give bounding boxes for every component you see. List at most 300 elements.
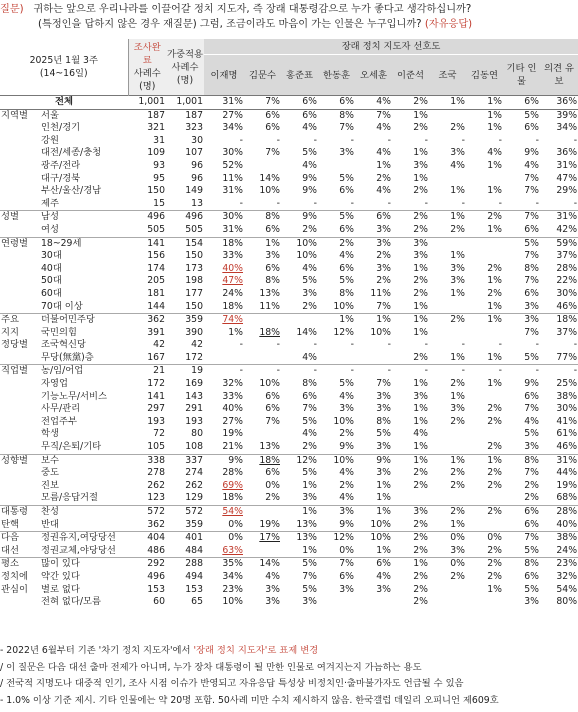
value-cell: 40% xyxy=(222,262,243,274)
sample-weight-cell: 496 xyxy=(166,211,204,224)
row-category xyxy=(0,441,40,454)
value-cell: 1% xyxy=(487,122,502,134)
row-category xyxy=(0,492,40,505)
row-label: 대구/경북 xyxy=(41,172,81,184)
value-cell: - xyxy=(318,365,355,378)
value-cell: - xyxy=(276,134,280,146)
value-cell: 1% xyxy=(392,109,429,122)
value-cell: 2% xyxy=(339,479,354,491)
free-response-tag: (자유응답) xyxy=(424,19,473,30)
candidate-header: 이준석 xyxy=(392,55,429,96)
value-cell: 1% xyxy=(302,544,317,556)
value-cell: 5% xyxy=(302,275,317,287)
value-cell: - xyxy=(498,197,502,209)
question-text: 귀하는 앞으로 우리나라를 이끌어갈 정치 지도자, 즉 장래 대통령감으로 누가 좋다고 생각하십니까? xyxy=(33,4,472,15)
value-cell: 3% xyxy=(392,506,429,519)
value-cell: 18% xyxy=(222,492,243,504)
value-cell: 1% xyxy=(355,506,392,519)
value-cell: 3% xyxy=(503,314,540,327)
table-row xyxy=(0,532,578,545)
sample-done-cell: 496 xyxy=(147,570,165,582)
value-cell: 9% xyxy=(339,441,354,453)
value-cell: 14% xyxy=(259,172,280,184)
value-cell: 9% xyxy=(339,518,354,530)
note-1: - 2022년 6월부터 기존 '차기 정치 지도자'에서 '장래 정치 지도자'로 표제 변경 xyxy=(0,645,319,656)
table-row xyxy=(0,122,578,135)
value-cell: 59% xyxy=(540,237,578,250)
sample-done-cell: 181 xyxy=(147,287,165,299)
value-cell: 30% xyxy=(204,211,244,224)
value-cell: 6% xyxy=(265,262,280,274)
table-row xyxy=(0,185,578,198)
value-cell: 5% xyxy=(524,351,539,363)
value-cell: 1% xyxy=(487,583,502,595)
value-cell: - xyxy=(429,365,466,378)
table-row xyxy=(0,428,578,441)
table-row xyxy=(0,301,578,314)
value-cell: 6% xyxy=(339,570,354,582)
value-cell: 7% xyxy=(524,467,539,479)
value-cell: 5% xyxy=(302,583,317,595)
sample-weight-cell: 262 xyxy=(185,479,203,491)
value-cell: 8% xyxy=(524,262,539,274)
row-category xyxy=(0,352,40,365)
value-cell: 13% xyxy=(259,287,280,299)
table-row xyxy=(0,558,578,571)
value-cell: 8% xyxy=(503,454,540,467)
value-cell: 32% xyxy=(556,570,578,582)
value-cell: - xyxy=(244,365,281,378)
value-cell: 4% xyxy=(302,262,317,274)
value-cell: 35% xyxy=(204,558,244,571)
row-label: 중도 xyxy=(41,467,59,479)
value-cell: 2% xyxy=(392,96,429,110)
value-cell: 1% xyxy=(450,250,465,262)
sample-weight-cell: 173 xyxy=(185,262,203,274)
row-label: 40대 xyxy=(41,262,62,274)
row-category: 직업별 xyxy=(0,365,40,378)
value-cell: 2% xyxy=(413,479,428,491)
row-label: 사무/관리 xyxy=(41,403,81,415)
value-cell: 34% xyxy=(222,570,243,582)
sample-done-cell: 93 xyxy=(153,159,165,171)
value-cell: 3% xyxy=(376,390,391,402)
row-category xyxy=(0,391,40,404)
row-label: 부산/울산/경남 xyxy=(41,185,102,197)
sample-done-cell: 404 xyxy=(128,532,166,545)
row-category xyxy=(0,480,40,493)
sample-done-cell: 496 xyxy=(128,211,166,224)
table-row xyxy=(0,416,578,429)
value-cell: 80% xyxy=(556,596,578,608)
value-cell: 2% xyxy=(487,415,502,427)
value-cell: - xyxy=(392,365,429,378)
sample-weight-cell: 42 xyxy=(191,339,203,351)
sample-weight-cell: 172 xyxy=(185,351,203,363)
table-row xyxy=(0,391,578,404)
value-cell: 4% xyxy=(524,159,539,171)
value-cell: 6% xyxy=(318,96,355,110)
value-cell: - xyxy=(313,339,317,351)
table-row xyxy=(0,211,578,224)
value-cell: - xyxy=(239,197,243,209)
note-2: / 이 질문은 다음 대선 출마 전제가 아니며, 누가 장차 대통령이 될 만한 인물로 여겨지는지 가늠하는 용도 xyxy=(0,661,422,673)
value-cell xyxy=(318,596,355,609)
table-row xyxy=(0,365,578,378)
sample-done-cell: 105 xyxy=(147,441,165,453)
value-cell: 3% xyxy=(355,237,392,250)
value-cell: 1% xyxy=(413,378,428,390)
value-cell: 8% xyxy=(376,415,391,427)
value-cell: 10% xyxy=(370,326,391,338)
value-cell: 23% xyxy=(222,583,243,595)
table-row xyxy=(0,250,578,263)
table-row xyxy=(0,237,578,250)
candidate-header: 김동연 xyxy=(466,55,503,96)
value-cell: 31% xyxy=(222,223,243,235)
value-cell: 19% xyxy=(556,479,578,491)
table-row xyxy=(0,224,578,237)
table-row xyxy=(0,506,578,519)
row-category xyxy=(0,288,40,301)
value-cell: 2% xyxy=(450,378,465,390)
value-cell: 8% xyxy=(318,109,355,122)
value-cell: 1% xyxy=(487,223,502,235)
value-cell: 5% xyxy=(503,237,540,250)
value-cell: 1% xyxy=(413,326,428,338)
sample-weight-cell: 154 xyxy=(166,237,204,250)
value-cell: 4% xyxy=(302,159,317,171)
value-cell: 5% xyxy=(302,467,317,479)
value-cell: 27% xyxy=(204,109,244,122)
value-cell: 2% xyxy=(302,300,317,312)
value-cell: - xyxy=(573,197,578,209)
value-cell: 1% xyxy=(413,300,428,312)
row-category: 다음 xyxy=(0,532,40,545)
value-cell: 7% xyxy=(524,275,539,287)
value-cell: - xyxy=(424,197,428,209)
table-row xyxy=(0,352,578,365)
value-cell: 1% xyxy=(450,390,465,402)
value-cell: 13% xyxy=(259,441,280,453)
sample-done-cell: 123 xyxy=(147,492,165,504)
value-cell: 1% xyxy=(281,506,318,519)
value-cell: 19% xyxy=(259,518,280,530)
value-cell: - xyxy=(350,197,354,209)
value-cell: 12% xyxy=(333,326,354,338)
row-category xyxy=(0,122,40,135)
value-cell: 17% xyxy=(244,532,281,545)
value-cell: 10% xyxy=(318,454,355,467)
value-cell: 6% xyxy=(524,390,539,402)
value-cell: 39% xyxy=(540,109,578,122)
value-cell xyxy=(429,327,466,340)
value-cell: 1% xyxy=(466,109,503,122)
value-cell: 1% xyxy=(487,351,502,363)
value-cell: 3% xyxy=(339,147,354,159)
value-cell: 1% xyxy=(392,558,429,571)
value-cell: 2% xyxy=(429,314,466,327)
question-line-2 xyxy=(38,17,472,33)
table-row xyxy=(0,519,578,532)
value-cell: 18% xyxy=(204,237,244,250)
row-label: 많이 있다 xyxy=(40,558,128,571)
table-row xyxy=(0,135,578,148)
sample-done-cell: 141 xyxy=(147,390,165,402)
value-cell: 6% xyxy=(302,390,317,402)
value-cell: 6% xyxy=(355,558,392,571)
value-cell: 2% xyxy=(413,570,428,582)
row-category xyxy=(0,428,40,441)
value-cell: 12% xyxy=(281,454,318,467)
value-cell: 11% xyxy=(370,287,391,299)
table-row xyxy=(0,441,578,454)
value-cell: 3% xyxy=(376,441,391,453)
value-cell: 7% xyxy=(524,326,539,338)
row-category: 탄핵 xyxy=(1,518,19,530)
value-cell: 54% xyxy=(204,506,244,519)
value-cell: 2% xyxy=(413,596,428,608)
value-cell: 1% xyxy=(413,262,428,274)
sample-done-cell: 278 xyxy=(147,467,165,479)
table-row xyxy=(0,584,578,597)
row-label: 50대 xyxy=(41,275,62,287)
sample-weight-cell: 323 xyxy=(185,122,203,134)
value-cell: 3% xyxy=(265,250,280,262)
value-cell: 3% xyxy=(524,596,539,608)
value-cell: 7% xyxy=(265,415,280,427)
table-row xyxy=(0,173,578,186)
value-cell: - xyxy=(350,134,354,146)
row-category: 지지 xyxy=(1,326,19,338)
value-cell: 0% xyxy=(339,544,354,556)
value-cell: 10% xyxy=(281,237,318,250)
value-cell: 5% xyxy=(281,558,318,571)
sample-weight-cell: 80 xyxy=(191,428,203,440)
value-cell: 6% xyxy=(339,262,354,274)
value-cell: 9% xyxy=(204,454,244,467)
value-cell xyxy=(466,492,503,505)
value-cell: 37% xyxy=(556,326,578,338)
value-cell: 68% xyxy=(556,492,578,504)
row-label: 인천/경기 xyxy=(41,122,81,134)
value-cell: 6% xyxy=(265,390,280,402)
value-cell: 2% xyxy=(487,479,502,491)
value-cell: 3% xyxy=(450,147,465,159)
value-cell xyxy=(244,314,281,327)
value-cell: 18% xyxy=(222,300,243,312)
value-cell: 31% xyxy=(204,96,244,110)
value-cell: 2% xyxy=(318,237,355,250)
value-cell: 8% xyxy=(244,211,281,224)
value-cell: 44% xyxy=(556,467,578,479)
row-label: 전혀 없다/모름 xyxy=(41,596,101,608)
value-cell: 3% xyxy=(413,390,428,402)
value-cell: 5% xyxy=(503,109,540,122)
value-cell: 2% xyxy=(339,428,354,440)
value-cell: 7% xyxy=(302,570,317,582)
value-cell: 3% xyxy=(450,262,465,274)
sample-weight-cell: 96 xyxy=(191,172,203,184)
sample-done-cell: 153 xyxy=(147,583,165,595)
value-cell: 32% xyxy=(222,378,243,390)
value-cell: 30% xyxy=(556,403,578,415)
value-cell: 6% xyxy=(524,287,539,299)
value-cell: 1% xyxy=(413,441,428,453)
sample-weight-cell: 494 xyxy=(185,570,203,582)
value-cell: 5% xyxy=(339,275,354,287)
sample-done-cell: 21 xyxy=(128,365,166,378)
value-cell: - xyxy=(535,197,539,209)
note-3: / 전국적 지명도나 대중적 인기, 조사 시점 이슈가 반영되고 자유응답 특성상 비정치인·출마불가자도 언급될 수 있음 xyxy=(0,678,464,689)
row-label: 학생 xyxy=(41,428,59,440)
value-cell: 5% xyxy=(524,583,539,595)
row-category xyxy=(0,198,40,211)
value-cell xyxy=(429,173,466,186)
value-cell: 0% xyxy=(429,558,466,571)
footnotes xyxy=(0,643,578,709)
row-label: 18~29세 xyxy=(40,237,128,250)
value-cell: - xyxy=(573,339,578,351)
value-cell: 3% xyxy=(339,403,354,415)
value-cell: 25% xyxy=(556,378,578,390)
value-cell: 7% xyxy=(339,122,354,134)
value-cell: 4% xyxy=(339,492,354,504)
value-cell: 1% xyxy=(413,415,428,427)
value-cell: 2% xyxy=(413,223,428,235)
value-cell xyxy=(466,237,503,250)
value-cell: 31% xyxy=(540,454,578,467)
sample-weight-cell: 337 xyxy=(166,454,204,467)
row-label: 별로 없다 xyxy=(41,583,80,595)
sample-weight-cell: 150 xyxy=(185,300,203,312)
row-category xyxy=(0,263,40,276)
row-label: 정권유지,여당당선 xyxy=(40,532,128,545)
value-cell: 33% xyxy=(222,250,243,262)
value-cell: 0% xyxy=(228,518,243,530)
value-cell: 6% xyxy=(355,211,392,224)
row-label: 농/임/어업 xyxy=(40,365,128,378)
row-category xyxy=(0,173,40,186)
value-cell: 5% xyxy=(339,172,354,184)
value-cell: 36% xyxy=(556,147,578,159)
sample-weight-cell: 288 xyxy=(166,558,204,571)
sample-done-cell: 205 xyxy=(147,275,165,287)
value-cell: 23% xyxy=(540,558,578,571)
table-row xyxy=(0,147,578,160)
sample-weight-cell: 13 xyxy=(191,197,203,209)
value-cell: 1% xyxy=(487,185,502,197)
row-category: 성향별 xyxy=(0,454,40,467)
table-row xyxy=(0,198,578,211)
value-cell: 2% xyxy=(450,479,465,491)
row-category: 지역별 xyxy=(0,109,40,122)
value-cell: 77% xyxy=(556,351,578,363)
value-cell: 2% xyxy=(413,544,428,556)
sample-done-cell: 141 xyxy=(128,237,166,250)
value-cell: 1% xyxy=(376,159,391,171)
sample-done-cell: 109 xyxy=(147,147,165,159)
value-cell: 8% xyxy=(302,378,317,390)
value-cell: 10% xyxy=(333,300,354,312)
value-cell xyxy=(244,545,281,558)
candidate-header: 조국 xyxy=(429,55,466,96)
value-cell: 3% xyxy=(413,250,428,262)
value-cell: 38% xyxy=(556,390,578,402)
value-cell: 3% xyxy=(376,223,391,235)
value-cell: 4% xyxy=(339,250,354,262)
value-cell: 2% xyxy=(450,415,465,427)
value-cell xyxy=(355,596,392,609)
value-cell: - xyxy=(387,197,391,209)
value-cell: - xyxy=(387,134,391,146)
value-cell: 3% xyxy=(339,583,354,595)
row-category xyxy=(0,403,40,416)
sample-done-cell: 505 xyxy=(147,223,165,235)
row-category xyxy=(0,135,40,148)
value-cell xyxy=(244,428,281,441)
question-followup: (특정인을 답하지 않은 경우 재질문) 그럼, 조금이라도 마음이 가는 인물은 누구입니까? xyxy=(38,19,422,30)
value-cell: 69% xyxy=(222,479,243,491)
value-cell: 6% xyxy=(339,185,354,197)
sample-weight-cell: 150 xyxy=(185,250,203,262)
value-cell: 7% xyxy=(376,378,391,390)
value-cell: 1% xyxy=(376,479,391,491)
value-cell: 3% xyxy=(413,159,428,171)
value-cell: - xyxy=(535,339,539,351)
value-cell: 0% xyxy=(265,479,280,491)
value-cell: 5% xyxy=(524,428,539,440)
value-cell: - xyxy=(461,134,465,146)
value-cell: 2% xyxy=(376,250,391,262)
value-cell: 7% xyxy=(376,300,391,312)
value-cell: 11% xyxy=(259,300,280,312)
value-cell: - xyxy=(204,365,244,378)
row-label: 대전/세종/충청 xyxy=(41,147,102,159)
value-cell: 1% xyxy=(466,96,503,110)
value-cell: 4% xyxy=(487,147,502,159)
note-4: - 1.0% 이상 기준 제시. 기타 인물에는 약 20명 포함. 50사례 미만 수치 제시하지 않음. 한국갤럽 데일리 오피니언 제609호 xyxy=(0,694,499,706)
table-row xyxy=(0,545,578,558)
sample-done-cell: 262 xyxy=(147,479,165,491)
value-cell: 6% xyxy=(265,403,280,415)
table-row xyxy=(0,339,578,352)
row-category xyxy=(0,147,40,160)
value-cell: 4% xyxy=(450,159,465,171)
table-row xyxy=(0,467,578,480)
row-category xyxy=(0,467,40,480)
table-row xyxy=(0,571,578,584)
value-cell xyxy=(281,314,318,327)
value-cell: 9% xyxy=(524,147,539,159)
value-cell: 14% xyxy=(296,326,317,338)
table-row xyxy=(0,596,578,609)
value-cell xyxy=(244,160,281,173)
value-cell: 1% xyxy=(392,314,429,327)
candidate-header: 김문수 xyxy=(244,55,281,96)
value-cell: 31% xyxy=(222,185,243,197)
sample-done-cell: 321 xyxy=(147,122,165,134)
sample-weight-cell: 505 xyxy=(185,223,203,235)
value-cell: - xyxy=(461,339,465,351)
value-cell: 5% xyxy=(339,378,354,390)
value-cell: 3% xyxy=(302,492,317,504)
value-cell xyxy=(466,519,503,532)
row-category: 대선 xyxy=(1,544,19,556)
table-row xyxy=(0,263,578,276)
value-cell: 2% xyxy=(413,275,428,287)
value-cell: 7% xyxy=(524,172,539,184)
